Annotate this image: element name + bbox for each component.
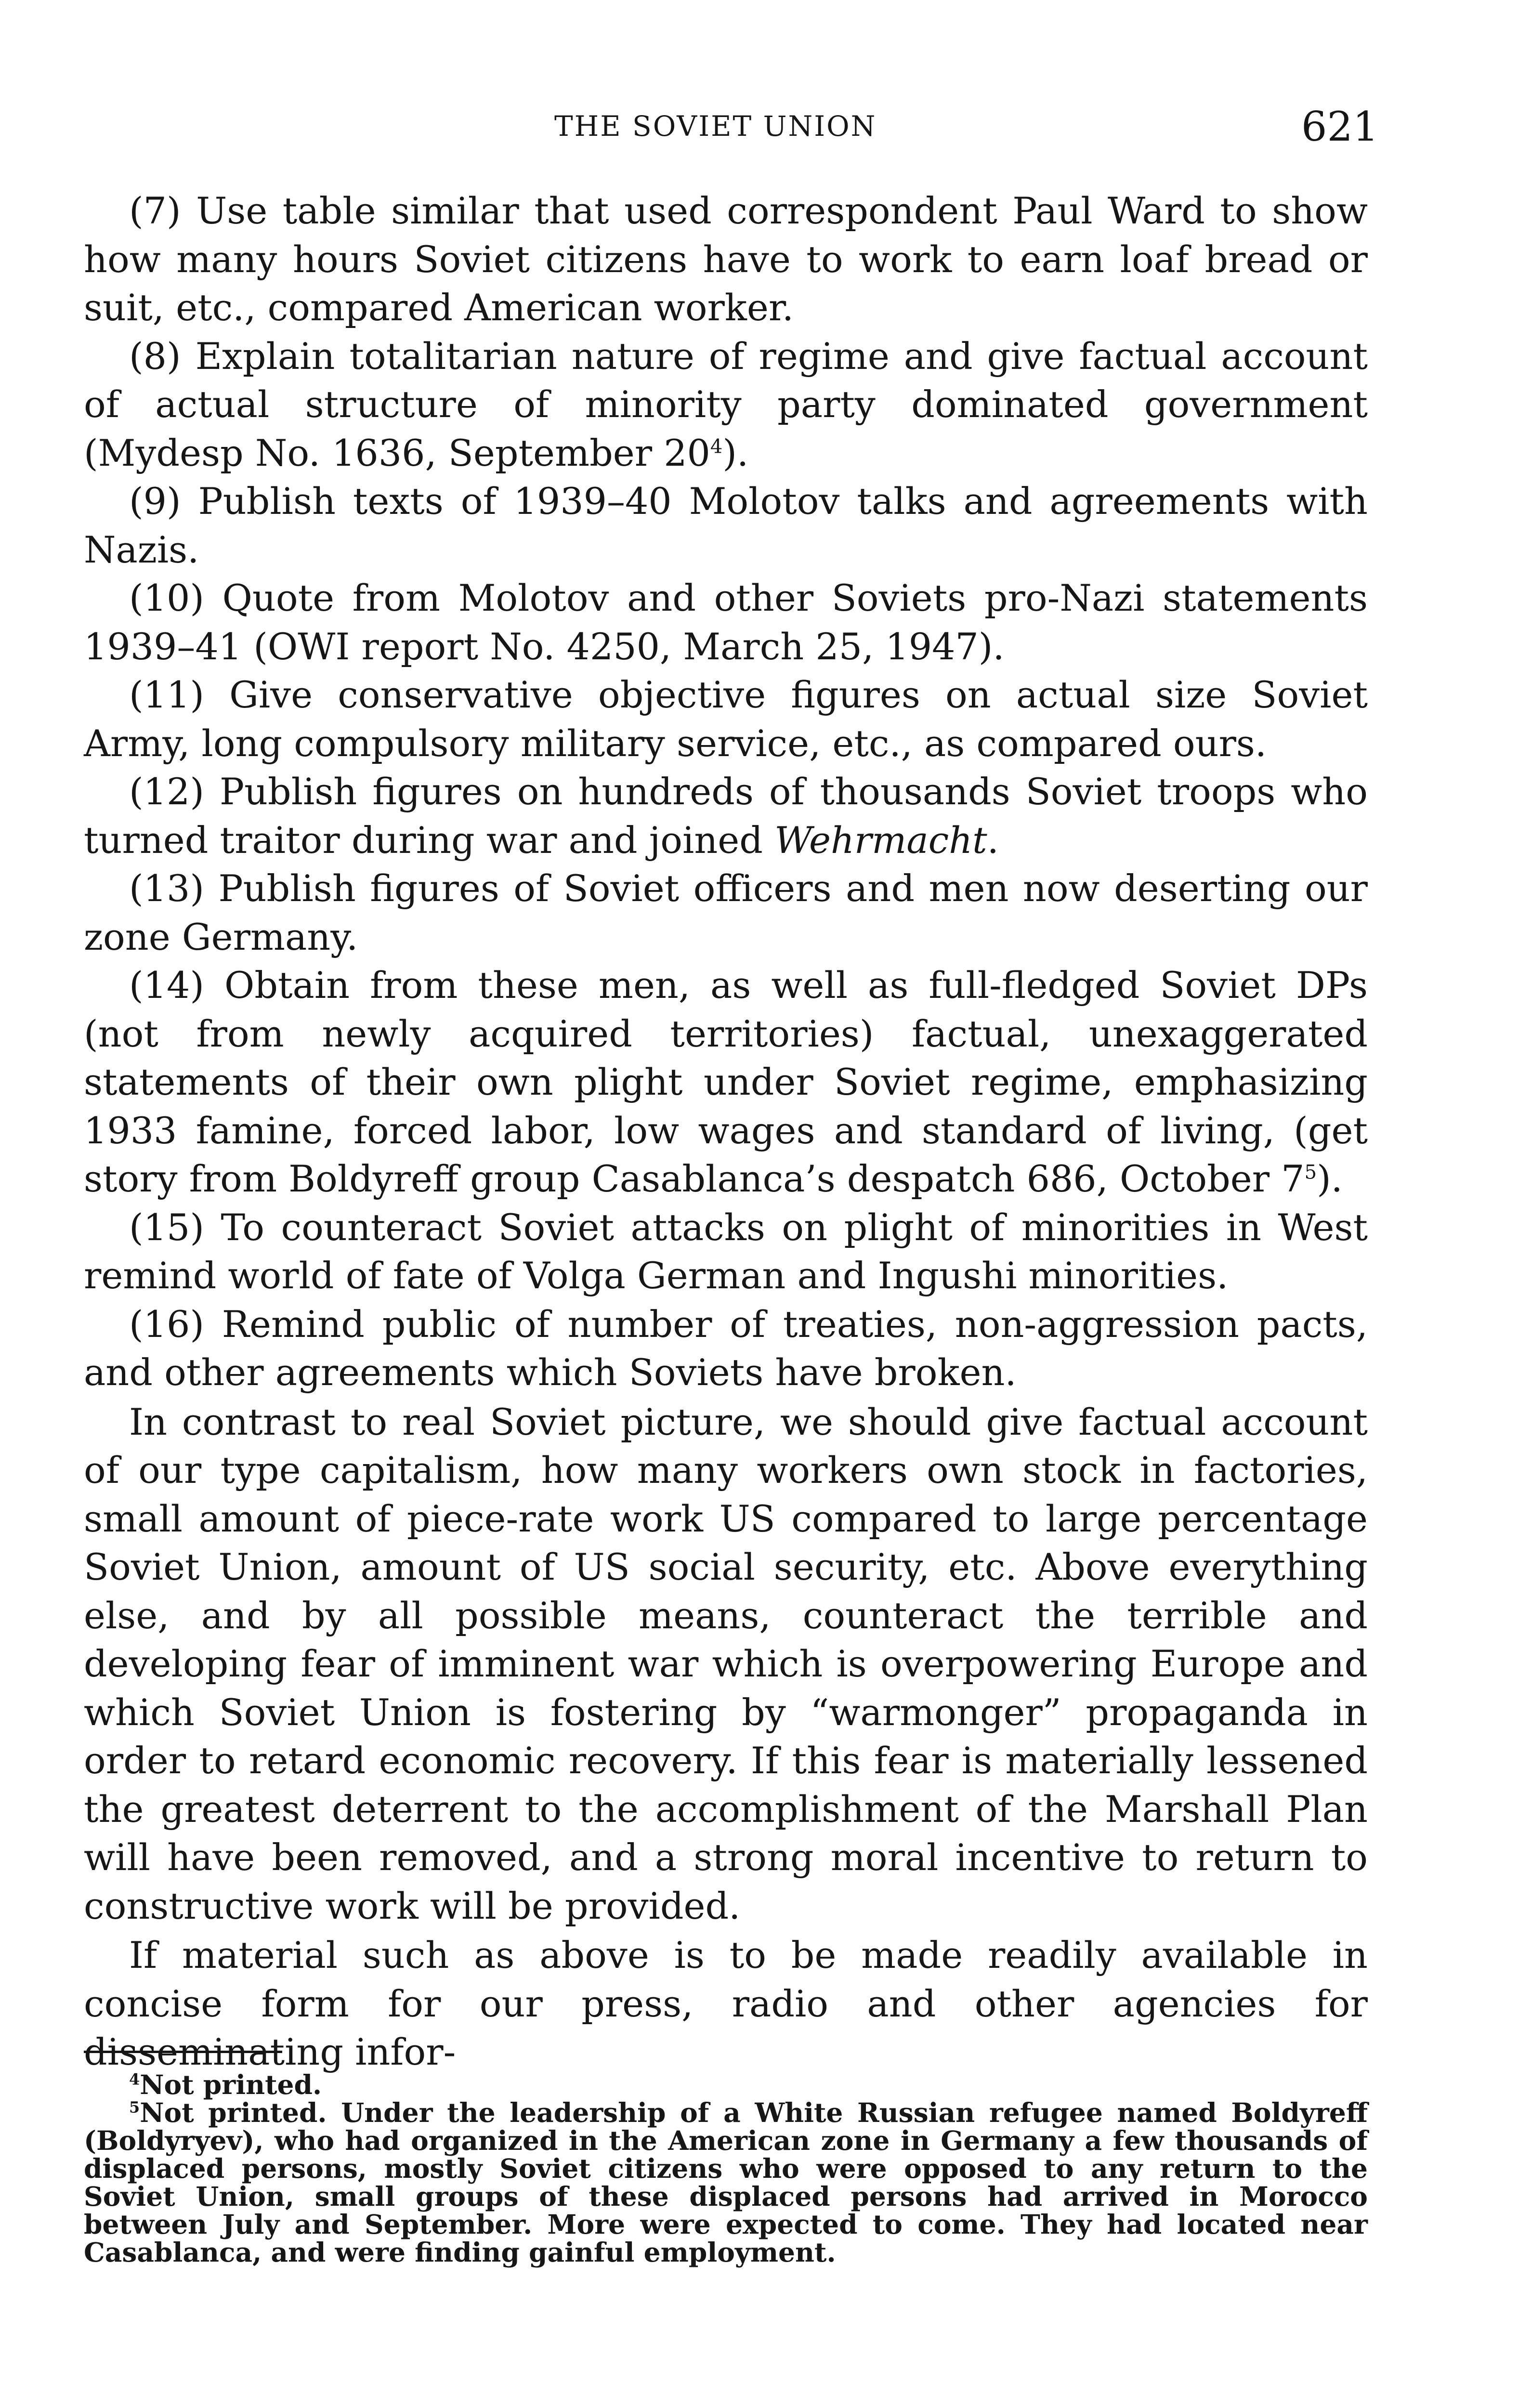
list-item: (10) Quote from Molotov and other Soviets pro-Nazi statements 1939–41 (OWI report No. 4250, March 25, 1947). — [84, 576, 1368, 668]
body-paragraph: In contrast to real Soviet picture, we should give factual account of our type capitalism, how many workers own stock in factories, small amount of piece-rate work US compared to large percentage Soviet Union, amount of US social security, etc. Above everything else, and by all possible means, counteract the terrible and developing fear of imminent war which is overpowering Europe and which Soviet Union is fostering by “warmonger” propaganda in order to retard economic recovery. If this fear is materially lessened the greatest deterrent to the accomplishment of the Marshall Plan will have been removed, and a strong moral incentive to return to constructive work will be provided. — [84, 1400, 1368, 1927]
list-item: (8) Explain totalitarian nature of regime and give factual account of actual structure of minority party dominated government (Mydesp No. 1636, September 20$^4$). — [84, 334, 1368, 474]
running-title: THE SOVIET UNION — [554, 110, 877, 143]
footnotes — [84, 2071, 1368, 2266]
list-item: (14) Obtain from these men, as well as full-fledged Soviet DPs (not from newly acquired territories) factual, unexaggerated statements of their own plight under Soviet regime, emphasizing 1933 famine, forced labor, low wages and standard of living, (get story from Boldyreff group Casablanca’s despatch 686, October 7$^5$). — [84, 964, 1368, 1200]
list-item: (16) Remind public of number of treaties, non-aggression pacts, and other agreements which Soviets have broken. — [84, 1302, 1368, 1394]
footnote-mark: 4 — [129, 2070, 140, 2089]
list-item: (11) Give conservative objective figures on actual size Soviet Army, long compulsory military service, etc., as compared ours. — [84, 673, 1368, 765]
list-item: (7) Use table similar that used correspondent Paul Ward to show how many hours Soviet citizens have to work to earn loaf bread or suit, etc., compared American worker. — [84, 189, 1368, 329]
footnote-reference: 5 — [1304, 1161, 1317, 1184]
footnote: $^4$Not printed. — [129, 2069, 322, 2100]
italic-term: Wehrmacht — [774, 818, 987, 862]
footnote-reference: 4 — [710, 435, 723, 458]
list-item: (13) Publish figures of Soviet officers and men now deserting our zone Germany. — [84, 867, 1368, 958]
running-head — [0, 103, 1518, 161]
footnote: $^5$Not printed. Under the leadership of a White Russian refugee named Boldyreff (Boldyryev), who had organized in the American zone in Germany a few thousands of displaced persons, mostly Soviet citizens who were opposed to any return to the Soviet Union, small groups of these displaced persons had arrived in Morocco between July and September. More were expected to come. They had located near Casablanca, and were finding gainful employment. — [84, 2097, 1368, 2268]
list-item: (12) Publish figures on hundreds of thousands Soviet troops who turned traitor during war and joined Wehrmacht. — [84, 770, 1368, 862]
list-item: (15) To counteract Soviet attacks on plight of minorities in West remind world of fate of Volga German and Ingushi minorities. — [84, 1205, 1368, 1297]
list-item: (9) Publish texts of 1939–40 Molotov talks and agreements with Nazis. — [84, 480, 1368, 571]
page-number: 621 — [1301, 103, 1379, 150]
body-text — [84, 187, 1368, 2077]
footnote-mark: 5 — [129, 2098, 140, 2117]
body-paragraph: If material such as above is to be made readily available in concise form for our press, radio and other agencies for disseminating infor- — [84, 1934, 1368, 2073]
footnote-divider — [84, 2051, 282, 2053]
